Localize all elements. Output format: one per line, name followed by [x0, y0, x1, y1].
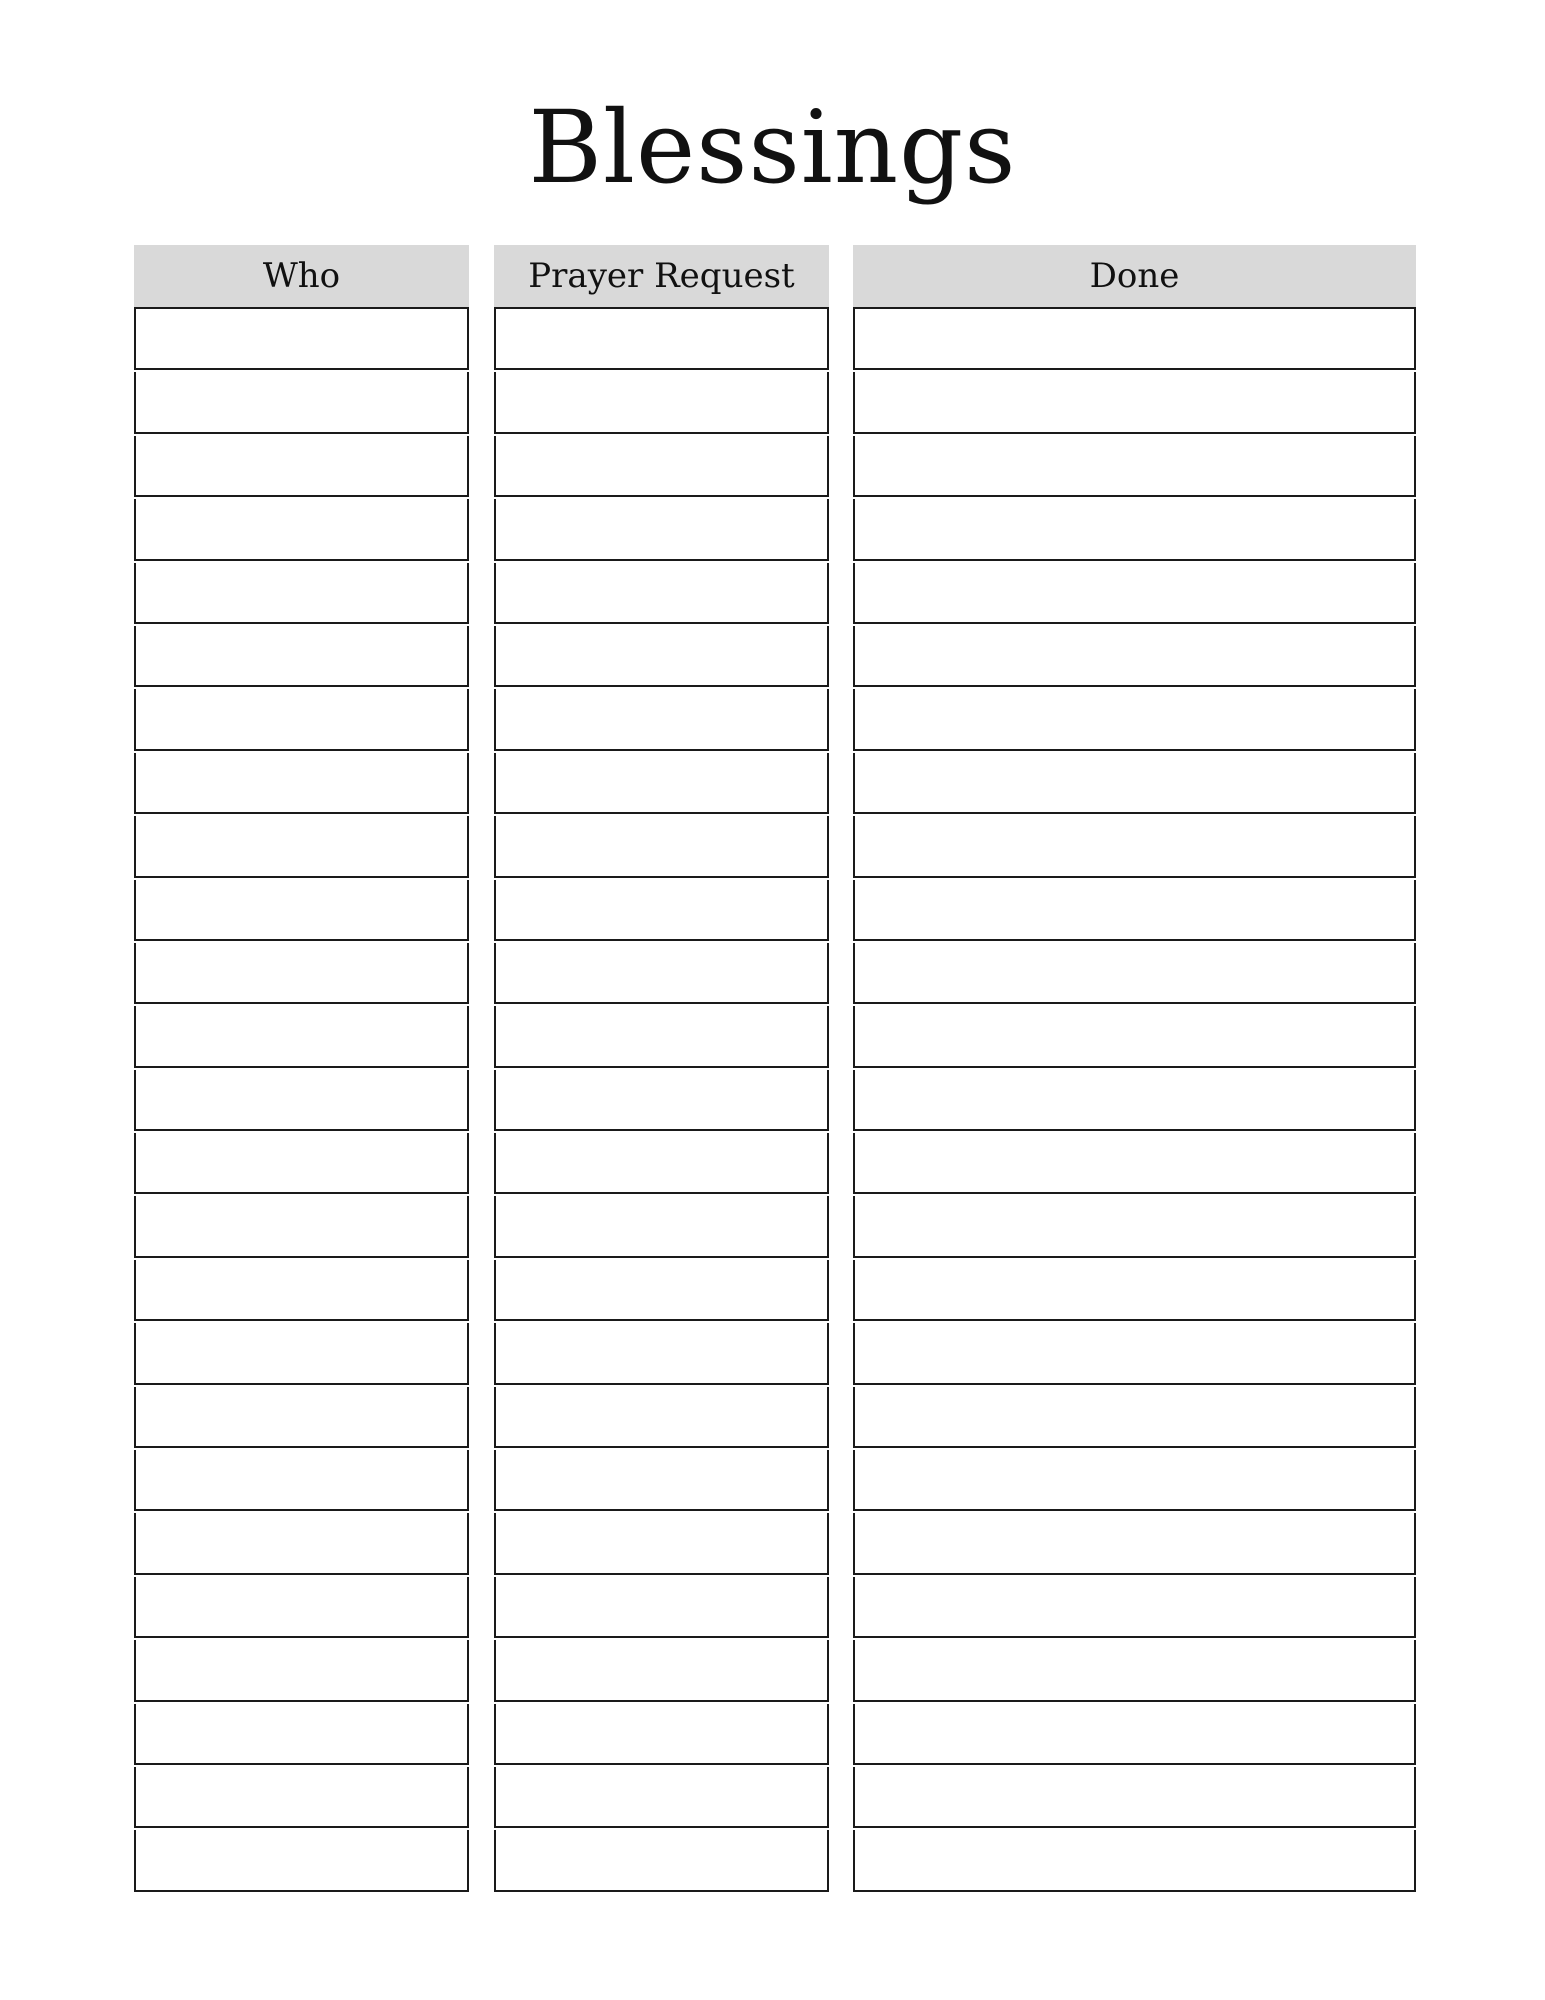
table-cell-prayer-request[interactable] — [494, 1387, 829, 1448]
table-cell-prayer-request[interactable] — [494, 753, 829, 814]
table-cell-who[interactable] — [134, 1323, 469, 1384]
table-cell-prayer-request[interactable] — [494, 499, 829, 560]
table-cell-prayer-request[interactable] — [494, 309, 829, 370]
table-cell-who[interactable] — [134, 1704, 469, 1765]
table-cell-who[interactable] — [134, 309, 469, 370]
table-cell-prayer-request[interactable] — [494, 563, 829, 624]
table-cell-done[interactable] — [853, 1704, 1416, 1765]
table-cell-who[interactable] — [134, 436, 469, 497]
column-header-who: Who — [134, 245, 469, 307]
table-cell-who[interactable] — [134, 372, 469, 433]
table-cell-prayer-request[interactable] — [494, 626, 829, 687]
table-cell-done[interactable] — [853, 1260, 1416, 1321]
table-cell-who[interactable] — [134, 499, 469, 560]
table-cell-who[interactable] — [134, 1513, 469, 1574]
table-cell-prayer-request[interactable] — [494, 1830, 829, 1891]
table-cell-done[interactable] — [853, 372, 1416, 433]
table-cell-done[interactable] — [853, 1640, 1416, 1701]
table-cell-prayer-request[interactable] — [494, 1767, 829, 1828]
table-cell-prayer-request[interactable] — [494, 943, 829, 1004]
column-header-done: Done — [853, 245, 1416, 307]
table-cell-prayer-request[interactable] — [494, 1323, 829, 1384]
column-who — [134, 245, 469, 1894]
table-cell-done[interactable] — [853, 1513, 1416, 1574]
table-cell-done[interactable] — [853, 436, 1416, 497]
table-cell-done[interactable] — [853, 816, 1416, 877]
table-cell-prayer-request[interactable] — [494, 1070, 829, 1131]
table-cell-prayer-request[interactable] — [494, 816, 829, 877]
column-header-prayer-request: Prayer Request — [494, 245, 829, 307]
table-cell-done[interactable] — [853, 1196, 1416, 1257]
table-cell-done[interactable] — [853, 1323, 1416, 1384]
table-cell-who[interactable] — [134, 1260, 469, 1321]
table-cell-done[interactable] — [853, 689, 1416, 750]
table-cell-who[interactable] — [134, 943, 469, 1004]
table-cell-who[interactable] — [134, 1640, 469, 1701]
table-cell-prayer-request[interactable] — [494, 880, 829, 941]
table-cell-done[interactable] — [853, 1577, 1416, 1638]
table-cell-prayer-request[interactable] — [494, 1260, 829, 1321]
table-cell-who[interactable] — [134, 1577, 469, 1638]
column-rows-who — [134, 307, 469, 1892]
table-cell-done[interactable] — [853, 1450, 1416, 1511]
table-cell-done[interactable] — [853, 753, 1416, 814]
column-prayer-request — [494, 245, 829, 1894]
table-cell-done[interactable] — [853, 1767, 1416, 1828]
table-cell-who[interactable] — [134, 1133, 469, 1194]
table-cell-done[interactable] — [853, 1387, 1416, 1448]
table-cell-done[interactable] — [853, 626, 1416, 687]
table-cell-prayer-request[interactable] — [494, 1450, 829, 1511]
column-rows-prayer-request — [494, 307, 829, 1892]
table-cell-prayer-request[interactable] — [494, 1640, 829, 1701]
table-cell-prayer-request[interactable] — [494, 1704, 829, 1765]
table-cell-done[interactable] — [853, 309, 1416, 370]
table-cell-done[interactable] — [853, 1006, 1416, 1067]
table-cell-done[interactable] — [853, 563, 1416, 624]
table-cell-who[interactable] — [134, 563, 469, 624]
table-cell-who[interactable] — [134, 753, 469, 814]
column-done — [853, 245, 1416, 1894]
table-cell-who[interactable] — [134, 1196, 469, 1257]
table-cell-who[interactable] — [134, 816, 469, 877]
table-cell-who[interactable] — [134, 1070, 469, 1131]
table-cell-who[interactable] — [134, 880, 469, 941]
table-cell-done[interactable] — [853, 1133, 1416, 1194]
table-cell-prayer-request[interactable] — [494, 1196, 829, 1257]
table-cell-who[interactable] — [134, 626, 469, 687]
table-cell-prayer-request[interactable] — [494, 436, 829, 497]
table-cell-who[interactable] — [134, 1006, 469, 1067]
table-cell-who[interactable] — [134, 689, 469, 750]
table-cell-prayer-request[interactable] — [494, 372, 829, 433]
table-cell-prayer-request[interactable] — [494, 689, 829, 750]
table-cell-prayer-request[interactable] — [494, 1006, 829, 1067]
table-cell-done[interactable] — [853, 943, 1416, 1004]
column-rows-done — [853, 307, 1416, 1892]
table-cell-who[interactable] — [134, 1767, 469, 1828]
table-cell-done[interactable] — [853, 499, 1416, 560]
page-title: Blessings — [528, 89, 1017, 206]
table-cell-prayer-request[interactable] — [494, 1577, 829, 1638]
table-cell-who[interactable] — [134, 1830, 469, 1891]
table-cell-done[interactable] — [853, 1070, 1416, 1131]
table-cell-who[interactable] — [134, 1387, 469, 1448]
table-cell-done[interactable] — [853, 880, 1416, 941]
table-cell-who[interactable] — [134, 1450, 469, 1511]
table-cell-prayer-request[interactable] — [494, 1513, 829, 1574]
table-cell-done[interactable] — [853, 1830, 1416, 1891]
table-cell-prayer-request[interactable] — [494, 1133, 829, 1194]
